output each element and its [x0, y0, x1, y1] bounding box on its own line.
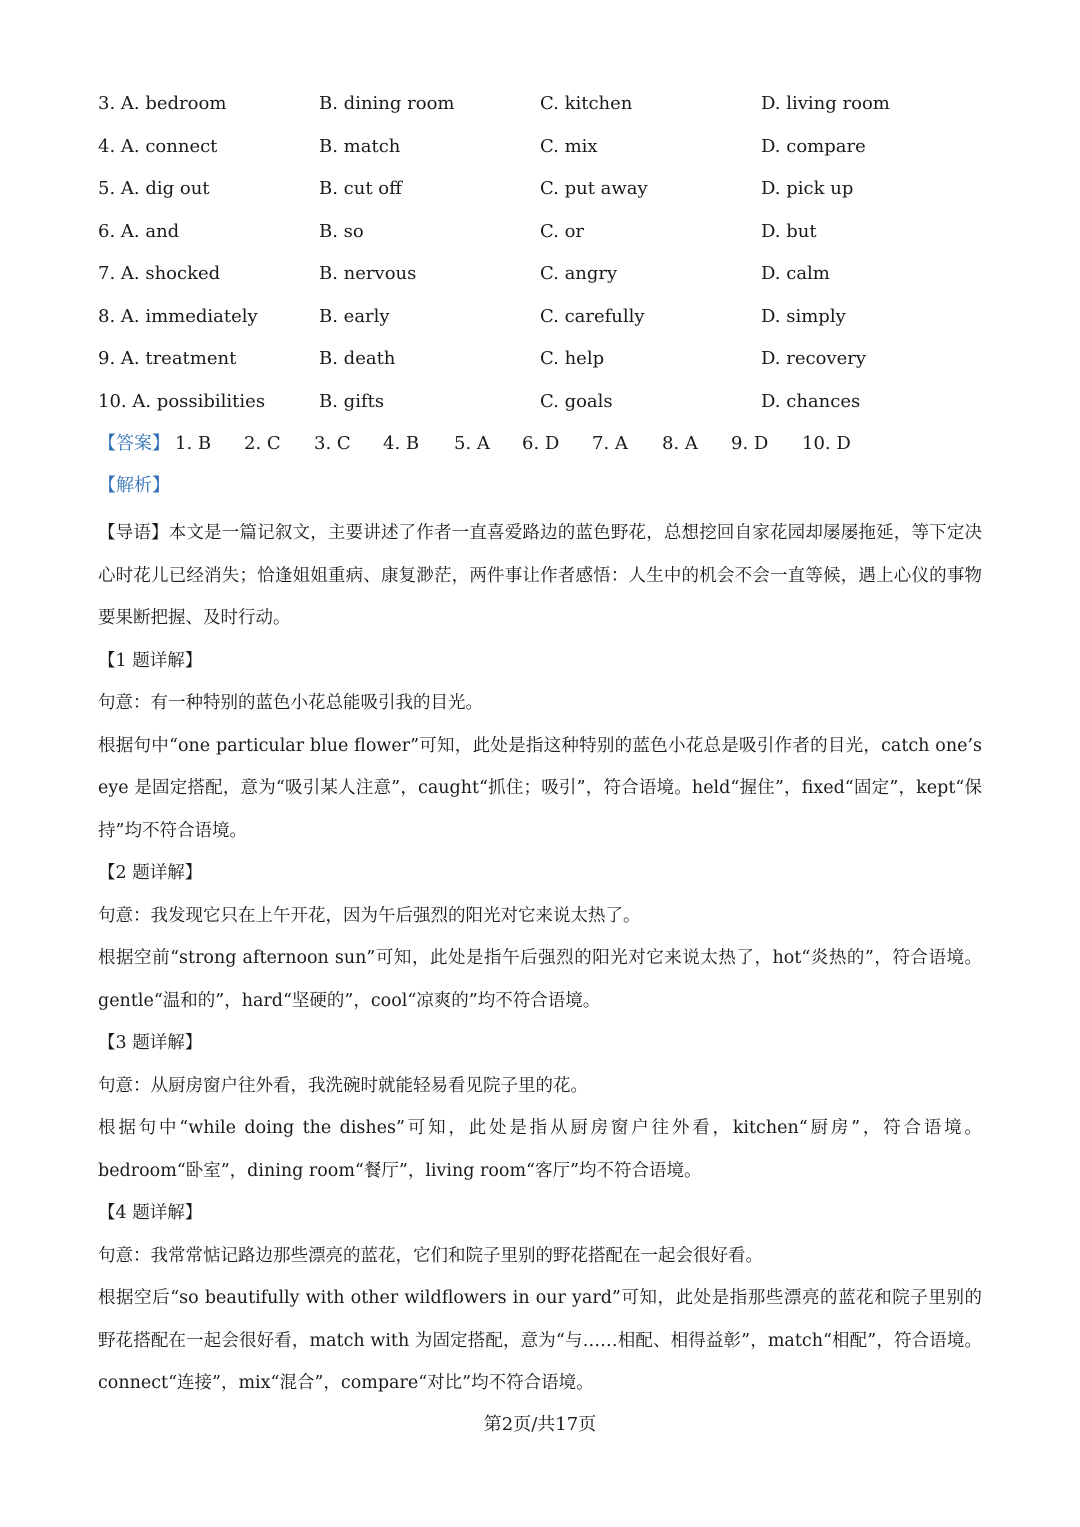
option-b: B. so [319, 220, 364, 242]
option-row [98, 89, 998, 119]
option-b: B. dining room [319, 93, 455, 114]
option-c: C. carefully [540, 305, 645, 327]
option-c: C. angry [540, 263, 618, 284]
option-row [98, 387, 998, 417]
option-row [98, 259, 998, 289]
option-c: C. goals [540, 390, 613, 412]
paragraph: 根据句中“while doing the dishes”可知，此处是指从厨房窗户往外看，kitchen“厨房”，符合语境。bedroom“卧室”，dining room“餐厅”，living room“客厅”均不符合语境。 [98, 1118, 982, 1181]
option-a: 8. A. immediately [98, 305, 258, 327]
answer-item: 10. D [802, 433, 851, 454]
option-row [98, 174, 998, 204]
option-c: C. put away [540, 178, 648, 199]
option-d: D. recovery [761, 348, 867, 369]
answer-label: 【答案】 [98, 433, 170, 454]
answer-item: 9. D [731, 433, 769, 454]
answer-item: 1. B [175, 433, 212, 454]
option-d: D. pick up [761, 178, 854, 199]
option-row [98, 302, 998, 332]
section-heading: 【2 题详解】 [98, 863, 203, 883]
option-b: B. cut off [319, 178, 402, 199]
paragraph: 根据空后“so beautifully with other wildflowers in our yard”可知，此处是指那些漂亮的蓝花和院子里别的野花搭配在一起会很好看，match with 为固定搭配，意为“与……相配、相得益彰”，match“相配”，符合语境。connect“连接”，mix“混合”，compare“对比”均不符合语境。 [98, 1288, 982, 1393]
option-a: 3. A. bedroom [98, 93, 227, 114]
option-c: C. mix [540, 135, 598, 157]
option-b: B. nervous [319, 263, 417, 284]
section-heading: 【4 题详解】 [98, 1203, 203, 1223]
option-a: 9. A. treatment [98, 348, 237, 369]
option-d: D. but [761, 220, 817, 242]
explanation-body [98, 512, 982, 1405]
option-b: B. death [319, 348, 396, 369]
option-d: D. chances [761, 390, 861, 412]
section-heading: 【1 题详解】 [98, 650, 203, 671]
option-b: B. match [319, 135, 401, 157]
answer-item: 6. D [522, 433, 560, 454]
paragraph: 句意：从厨房窗户往外看，我洗碗时就能轻易看见院子里的花。 [98, 1075, 588, 1096]
answer-item: 8. A [662, 433, 698, 454]
option-c: C. help [540, 348, 605, 369]
option-a: 6. A. and [98, 220, 180, 242]
option-d: D. living room [761, 93, 890, 114]
answer-item: 2. C [244, 433, 281, 454]
option-row [98, 132, 998, 162]
option-d: D. compare [761, 135, 866, 157]
paragraph: 句意：我发现它只在上午开花，因为午后强烈的阳光对它来说太热了。 [98, 905, 641, 926]
paragraph: 根据空前“strong afternoon sun”可知，此处是指午后强烈的阳光对它来说太热了，hot“炎热的”，符合语境。gentle“温和的”，hard“坚硬的”，cool“凉爽的”均不符合语境。 [98, 948, 982, 1011]
option-row [98, 217, 998, 247]
option-c: C. kitchen [540, 93, 633, 114]
paragraph: 句意：有一种特别的蓝色小花总能吸引我的目光。 [98, 693, 483, 713]
option-row [98, 344, 998, 374]
section-heading: 【导语】本文是一篇记叙文，主要讲述了作者一直喜爱路边的蓝色野花，总想挖回自家花园却屡屡拖延，等下定决心时花儿已经消失；恰逢姐姐重病、康复渺茫，两件事让作者感悟：人生中的机会不会一直等候，遇上心仪的事物要果断把握、及时行动。 [98, 523, 982, 628]
option-d: D. calm [761, 263, 830, 284]
option-a: 5. A. dig out [98, 178, 210, 199]
option-a: 10. A. possibilities [98, 390, 266, 412]
answer-item: 7. A [592, 433, 628, 454]
option-d: D. simply [761, 305, 846, 327]
paragraph: 根据句中“one particular blue flower”可知，此处是指这种特别的蓝色小花总是吸引作者的目光，catch one’s eye 是固定搭配，意为“吸引某人注意”，caught“抓住；吸引”，符合语境。held“握住”，fixed“固定”，kept“保持”均不符合语境。 [98, 735, 982, 841]
analysis-label: 【解析】 [98, 475, 170, 496]
option-a: 7. A. shocked [98, 263, 221, 284]
answer-item: 5. A [454, 433, 490, 454]
option-b: B. gifts [319, 390, 385, 412]
section-heading: 【3 题详解】 [98, 1033, 203, 1053]
paragraph: 句意：我常常惦记路边那些漂亮的蓝花，它们和院子里别的野花搭配在一起会很好看。 [98, 1245, 763, 1266]
answer-row [98, 429, 851, 459]
answer-item: 4. B [383, 433, 420, 454]
option-c: C. or [540, 220, 585, 242]
page-footer: 第2页/共17页 [483, 1414, 597, 1435]
answer-item: 3. C [314, 433, 351, 454]
option-b: B. early [319, 305, 390, 327]
option-a: 4. A. connect [98, 135, 218, 157]
